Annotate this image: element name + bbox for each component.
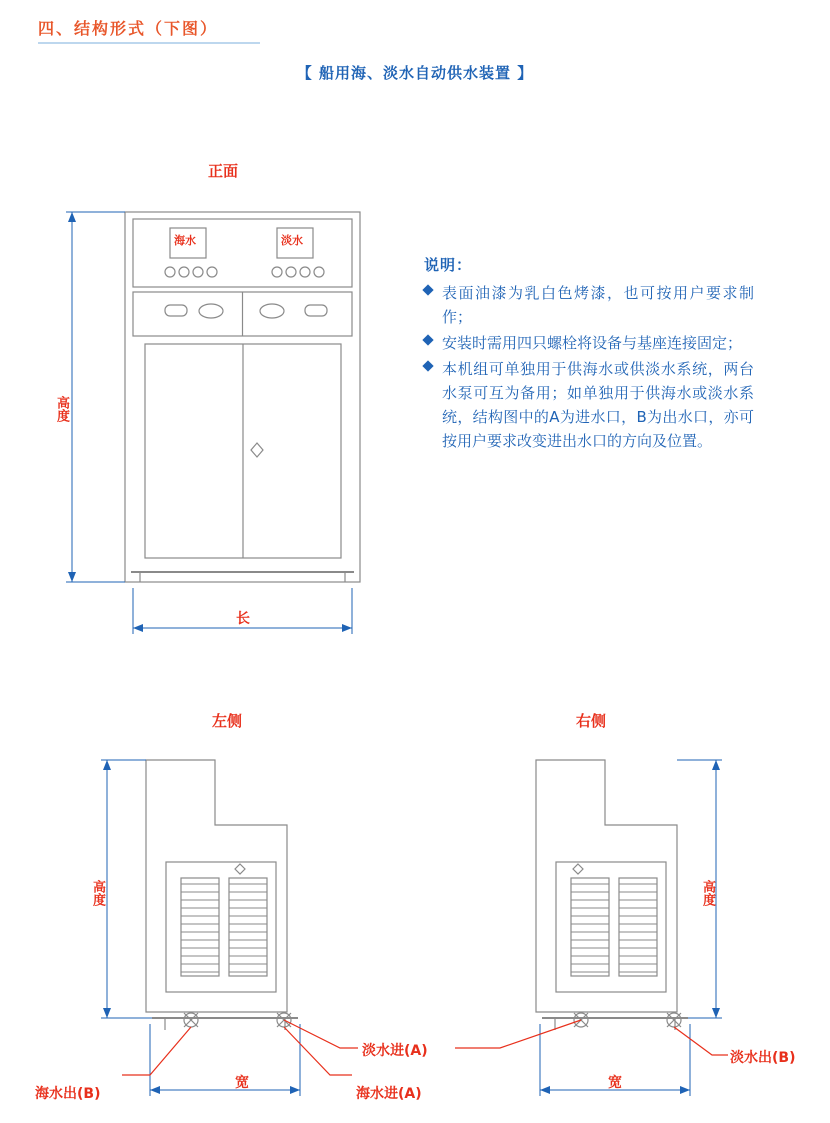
callout-fresh-water-out: 淡水出(B) — [730, 1050, 796, 1066]
front-view-caption: 正面 — [208, 162, 239, 180]
callout-sea-water-in: 海水进(A) — [356, 1086, 422, 1102]
left-view-caption: 左侧 — [212, 712, 243, 730]
page-subtitle: 【 船用海、淡水自动供水装置 】 — [296, 64, 534, 82]
left-width-dimension-label: 宽 — [235, 1075, 249, 1091]
callout-sea-water-out: 海水出(B) — [35, 1086, 101, 1102]
note-text: 表面油漆为乳白色烤漆，也可按用户要求制作； — [442, 284, 754, 326]
callout-fresh-water-in: 淡水进(A) — [362, 1043, 428, 1059]
right-height-dimension-label: 高度 — [700, 880, 715, 906]
right-view-caption: 右侧 — [576, 712, 607, 730]
page-title: 四、结构形式（下图） — [38, 19, 219, 38]
sea-water-gauge-label: 海水 — [174, 234, 196, 247]
right-width-dimension-label: 宽 — [608, 1075, 622, 1091]
note-text: 安装时需用四只螺栓将设备与基座连接固定； — [442, 334, 743, 352]
note-text: 本机组可单独用于供海水或供淡水系统，两台水泵可互为备用；如单独用于供海水或淡水系统，结构图中的A为进水口，B为出水口，亦可按用户要求改变进出水口的方向及位置。 — [442, 360, 754, 450]
left-height-dimension-label: 高度 — [90, 880, 105, 906]
notes-title: 说明： — [424, 256, 473, 274]
front-height-dimension-label: 高度 — [54, 396, 69, 422]
front-width-dimension-label: 长 — [236, 611, 250, 627]
fresh-water-gauge-label: 淡水 — [281, 234, 303, 247]
